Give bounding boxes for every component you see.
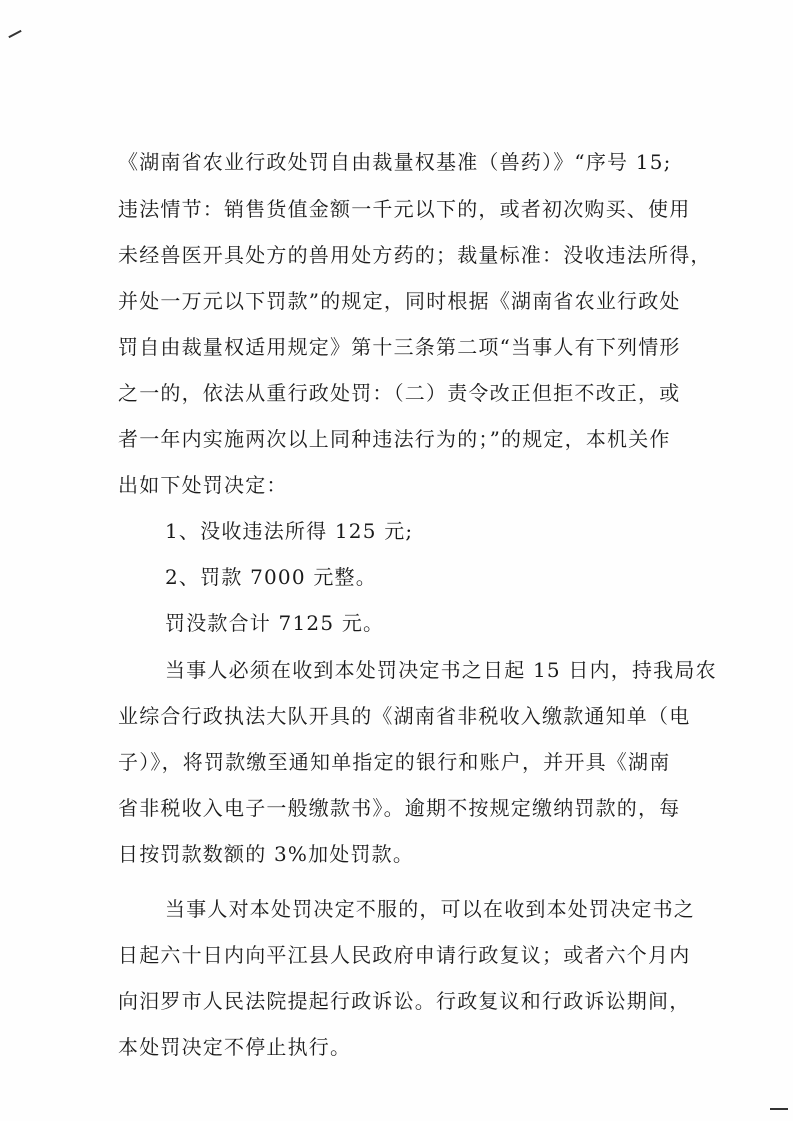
penalty-item: 1、没收违法所得 125 元; <box>165 519 414 543</box>
penalty-item: 2、罚款 7000 元整。 <box>165 565 377 589</box>
scan-mark <box>8 30 21 38</box>
text-line: 日按罚款数额的 3%加处罚款。 <box>118 842 415 866</box>
text-line: 罚自由裁量权适用规定》第十三条第二项“当事人有下列情形 <box>118 335 681 359</box>
text-line: 出如下处罚决定： <box>118 473 288 497</box>
scan-mark <box>770 1108 788 1110</box>
text-line: 者一年内实施两次以上同种违法行为的；”的规定，本机关作 <box>118 427 671 451</box>
text-line: 日起六十日内向平江县人民政府申请行政复议；或者六个月内 <box>118 943 691 967</box>
text-line: 并处一万元以下罚款”的规定，同时根据《湖南省农业行政处 <box>118 289 681 313</box>
text-line: 违法情节：销售货值金额一千元以下的，或者初次购买、使用 <box>118 197 691 221</box>
text-line: 业综合行政执法大队开具的《湖南省非税收入缴款通知单（电 <box>118 704 691 728</box>
text-line: 《湖南省农业行政处罚自由裁量权基准（兽药）》“序号 15; <box>118 150 672 174</box>
text-line: 本处罚决定不停止执行。 <box>118 1035 352 1059</box>
text-line: 未经兽医开具处方的兽用处方药的；裁量标准：没收违法所得， <box>118 243 712 267</box>
text-line: 省非税收入电子一般缴款书》。逾期不按规定缴纳罚款的，每 <box>118 796 681 820</box>
text-line: 之一的，依法从重行政处罚：（二）责令改正但拒不改正，或 <box>118 381 681 405</box>
text-line: 当事人对本处罚决定不服的，可以在收到本处罚决定书之 <box>165 897 695 921</box>
text-line: 子）》，将罚款缴至通知单指定的银行和账户，并开具《湖南 <box>118 750 671 774</box>
penalty-total: 罚没款合计 7125 元。 <box>165 611 385 635</box>
text-line: 当事人必须在收到本处罚决定书之日起 15 日内，持我局农 <box>165 658 717 682</box>
text-line: 向汨罗市人民法院提起行政诉讼。行政复议和行政诉讼期间， <box>118 989 691 1013</box>
